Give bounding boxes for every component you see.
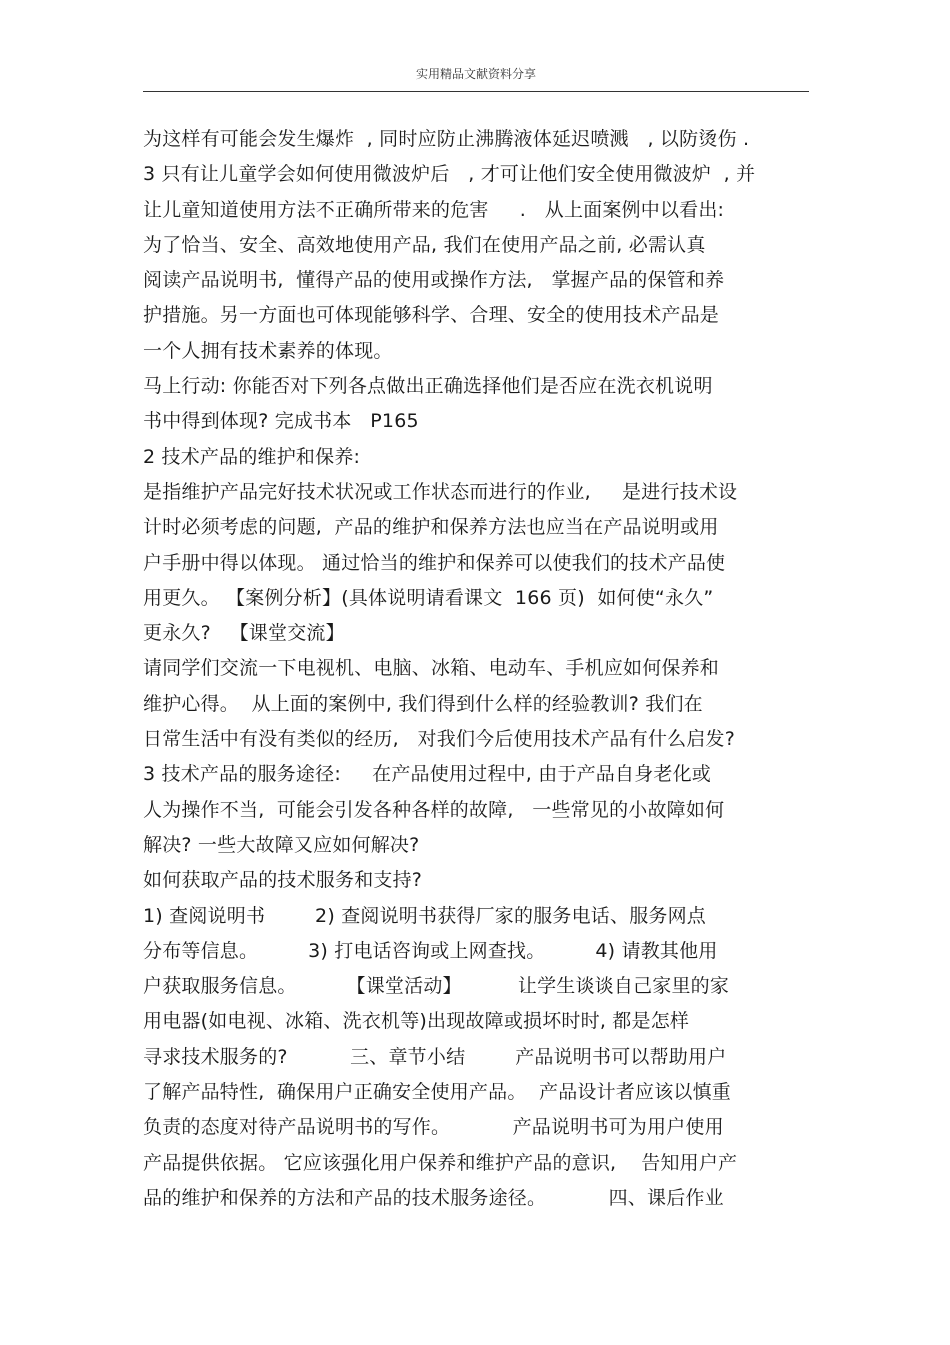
text-line: 了解产品特性, 确保用户正确安全使用产品。 产品设计者应该以慎重 — [143, 1081, 731, 1104]
text-line: 如何获取产品的技术服务和支持? — [143, 869, 423, 892]
text-line: 3 只有让儿童学会如何使用微波炉后 , 才可让他们安全使用微波炉 , 并 — [143, 163, 756, 186]
text-line: 3 技术产品的服务途径: 在产品使用过程中, 由于产品自身老化或 — [143, 763, 712, 786]
page-header-title: 实用精品文献资料分享 — [415, 67, 536, 81]
text-line: 用电器(如电视、冰箱、洗衣机等)出现故障或损坏时时, 都是怎样 — [143, 1010, 690, 1033]
text-line: 用更久。 【案例分析】(具体说明请看课文 166 页) 如何使“永久” — [143, 586, 714, 609]
text-line: 1) 查阅说明书 2) 查阅说明书获得厂家的服务电话、服务网点 — [143, 904, 706, 927]
text-line: 让儿童知道使用方法不正确所带来的危害 . 从上面案例中以看出: — [143, 198, 725, 221]
text-line: 为这样有可能会发生爆炸 , 同时应防止沸腾液体延迟喷溅 , 以防烫伤 . — [143, 128, 750, 150]
text-line: 是指维护产品完好技术状况或工作状态而进行的作业, 是进行技术设 — [143, 480, 738, 503]
text-line: 日常生活中有没有类似的经历, 对我们今后使用技术产品有什么启发? — [143, 728, 736, 751]
text-line: 阅读产品说明书, 懂得产品的使用或操作方法, 掌握产品的保管和养 — [143, 269, 725, 292]
text-line: 计时必须考虑的问题, 产品的维护和保养方法也应当在产品说明或用 — [143, 516, 719, 539]
text-line: 为了恰当、安全、高效地使用产品, 我们在使用产品之前, 必需认真 — [143, 233, 706, 256]
document-body — [143, 122, 813, 1216]
text-line: 一个人拥有技术素养的体现。 — [143, 339, 393, 362]
text-line: 分布等信息。 3) 打电话咨询或上网查找。 4) 请教其他用 — [143, 939, 718, 962]
text-line: 寻求技术服务的? 三、章节小结 产品说明书可以帮助用户 — [143, 1045, 727, 1068]
text-line: 户手册中得以体现。 通过恰当的维护和保养可以使我们的技术产品使 — [143, 551, 726, 574]
header-divider — [143, 91, 809, 92]
text-line: 人为操作不当, 可能会引发各种各样的故障, 一些常见的小故障如何 — [143, 798, 725, 821]
text-line: 产品提供依据。 它应该强化用户保养和维护产品的意识, 告知用户产 — [143, 1151, 738, 1174]
text-line: 2 技术产品的维护和保养: — [143, 445, 361, 468]
text-line: 护措施。另一方面也可体现能够科学、合理、安全的使用技术产品是 — [143, 304, 720, 327]
text-line: 更永久? 【课堂交流】 — [143, 622, 345, 645]
text-line: 请同学们交流一下电视机、电脑、冰箱、电动车、手机应如何保养和 — [143, 657, 720, 680]
text-line: 品的维护和保养的方法和产品的技术服务途径。 四、课后作业 — [143, 1186, 724, 1209]
text-line: 马上行动: 你能否对下列各点做出正确选择他们是否应在洗衣机说明 — [143, 375, 713, 398]
text-line: 维护心得。 从上面的案例中, 我们得到什么样的经验教训? 我们在 — [143, 692, 703, 715]
text-line: 解决? 一些大故障又应如何解决? — [143, 833, 420, 856]
text-line: 户获取服务信息。 【课堂活动】 让学生谈谈自己家里的家 — [143, 975, 730, 998]
text-line: 负责的态度对待产品说明书的写作。 产品说明书可为用户使用 — [143, 1116, 724, 1139]
text-line: 书中得到体现? 完成书本 P165 — [143, 410, 419, 433]
